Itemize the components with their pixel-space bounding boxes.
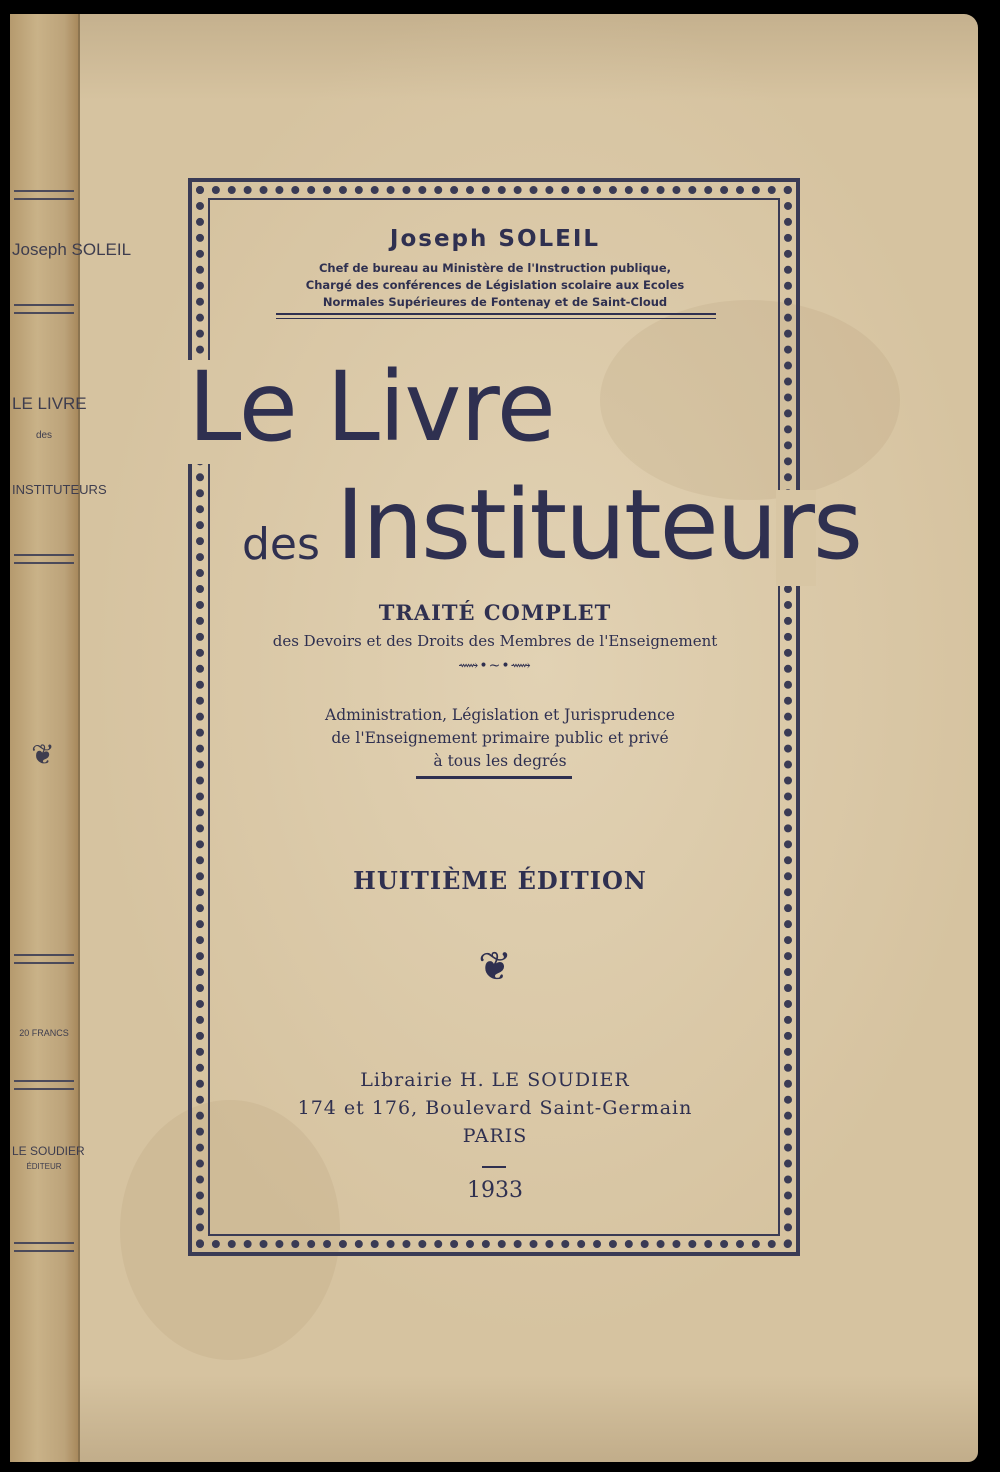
publisher-address: 174 et 176, Boulevard Saint-Germain — [297, 1097, 693, 1119]
credit-line: Normales Supérieures de Fontenay et de Saint-Cloud — [322, 295, 668, 309]
scope-rule — [416, 776, 572, 779]
subtitle: TRAITÉ COMPLET — [378, 600, 612, 625]
publisher-dash — [482, 1166, 506, 1168]
flourish-icon: ⟿•~•⟿ — [458, 658, 532, 674]
spine-publisher: LE SOUDIER — [12, 1144, 85, 1158]
spine-rule — [14, 954, 74, 964]
publisher-name: Librairie H. LE SOUDIER — [360, 1069, 630, 1091]
scope-block — [240, 704, 760, 773]
author-credits — [272, 260, 718, 311]
spine-publisher-role: ÉDITEUR — [26, 1162, 62, 1171]
spine-author: Joseph SOLEIL — [12, 240, 132, 259]
publisher-city: PARIS — [462, 1125, 528, 1147]
spine-rule — [14, 1080, 74, 1090]
title-line2: Instituteurs — [336, 469, 861, 581]
scope-line: de l'Enseignement primaire public et privé — [331, 729, 669, 747]
spine-title-line3: INSTITUTEURS — [12, 482, 107, 497]
scope-line: à tous les degrés — [433, 752, 567, 770]
book-spine — [10, 14, 132, 1462]
spine-rule — [14, 190, 74, 200]
author-name: Joseph SOLEIL — [389, 226, 601, 252]
edition: HUITIÈME ÉDITION — [353, 866, 647, 895]
spine-rule — [14, 1242, 74, 1252]
publisher-block — [230, 1066, 760, 1150]
spine-rule — [14, 554, 74, 564]
credit-line: Chargé des conférences de Législation scolaire aux Ecoles — [305, 278, 685, 292]
publication-year: 1933 — [467, 1178, 523, 1203]
spine-ornament-icon: ❦ — [31, 738, 55, 771]
credit-line: Chef de bureau au Ministère de l'Instruction publique, — [318, 261, 672, 275]
spine-price: 20 FRANCS — [19, 1028, 69, 1038]
scope-line: Administration, Législation et Jurisprudence — [325, 706, 675, 724]
ornament-icon: ❦ — [478, 944, 512, 990]
spine-title-line2: des — [35, 430, 53, 441]
spine-rule — [14, 304, 74, 314]
spine-title-line1: LE LIVRE — [12, 394, 87, 413]
credits-rule — [276, 313, 716, 319]
title-des: des — [242, 519, 320, 570]
title-line1: Le Livre — [188, 351, 555, 463]
subtitle-detail: des Devoirs et des Droits des Membres de l'Enseignement — [272, 632, 718, 650]
